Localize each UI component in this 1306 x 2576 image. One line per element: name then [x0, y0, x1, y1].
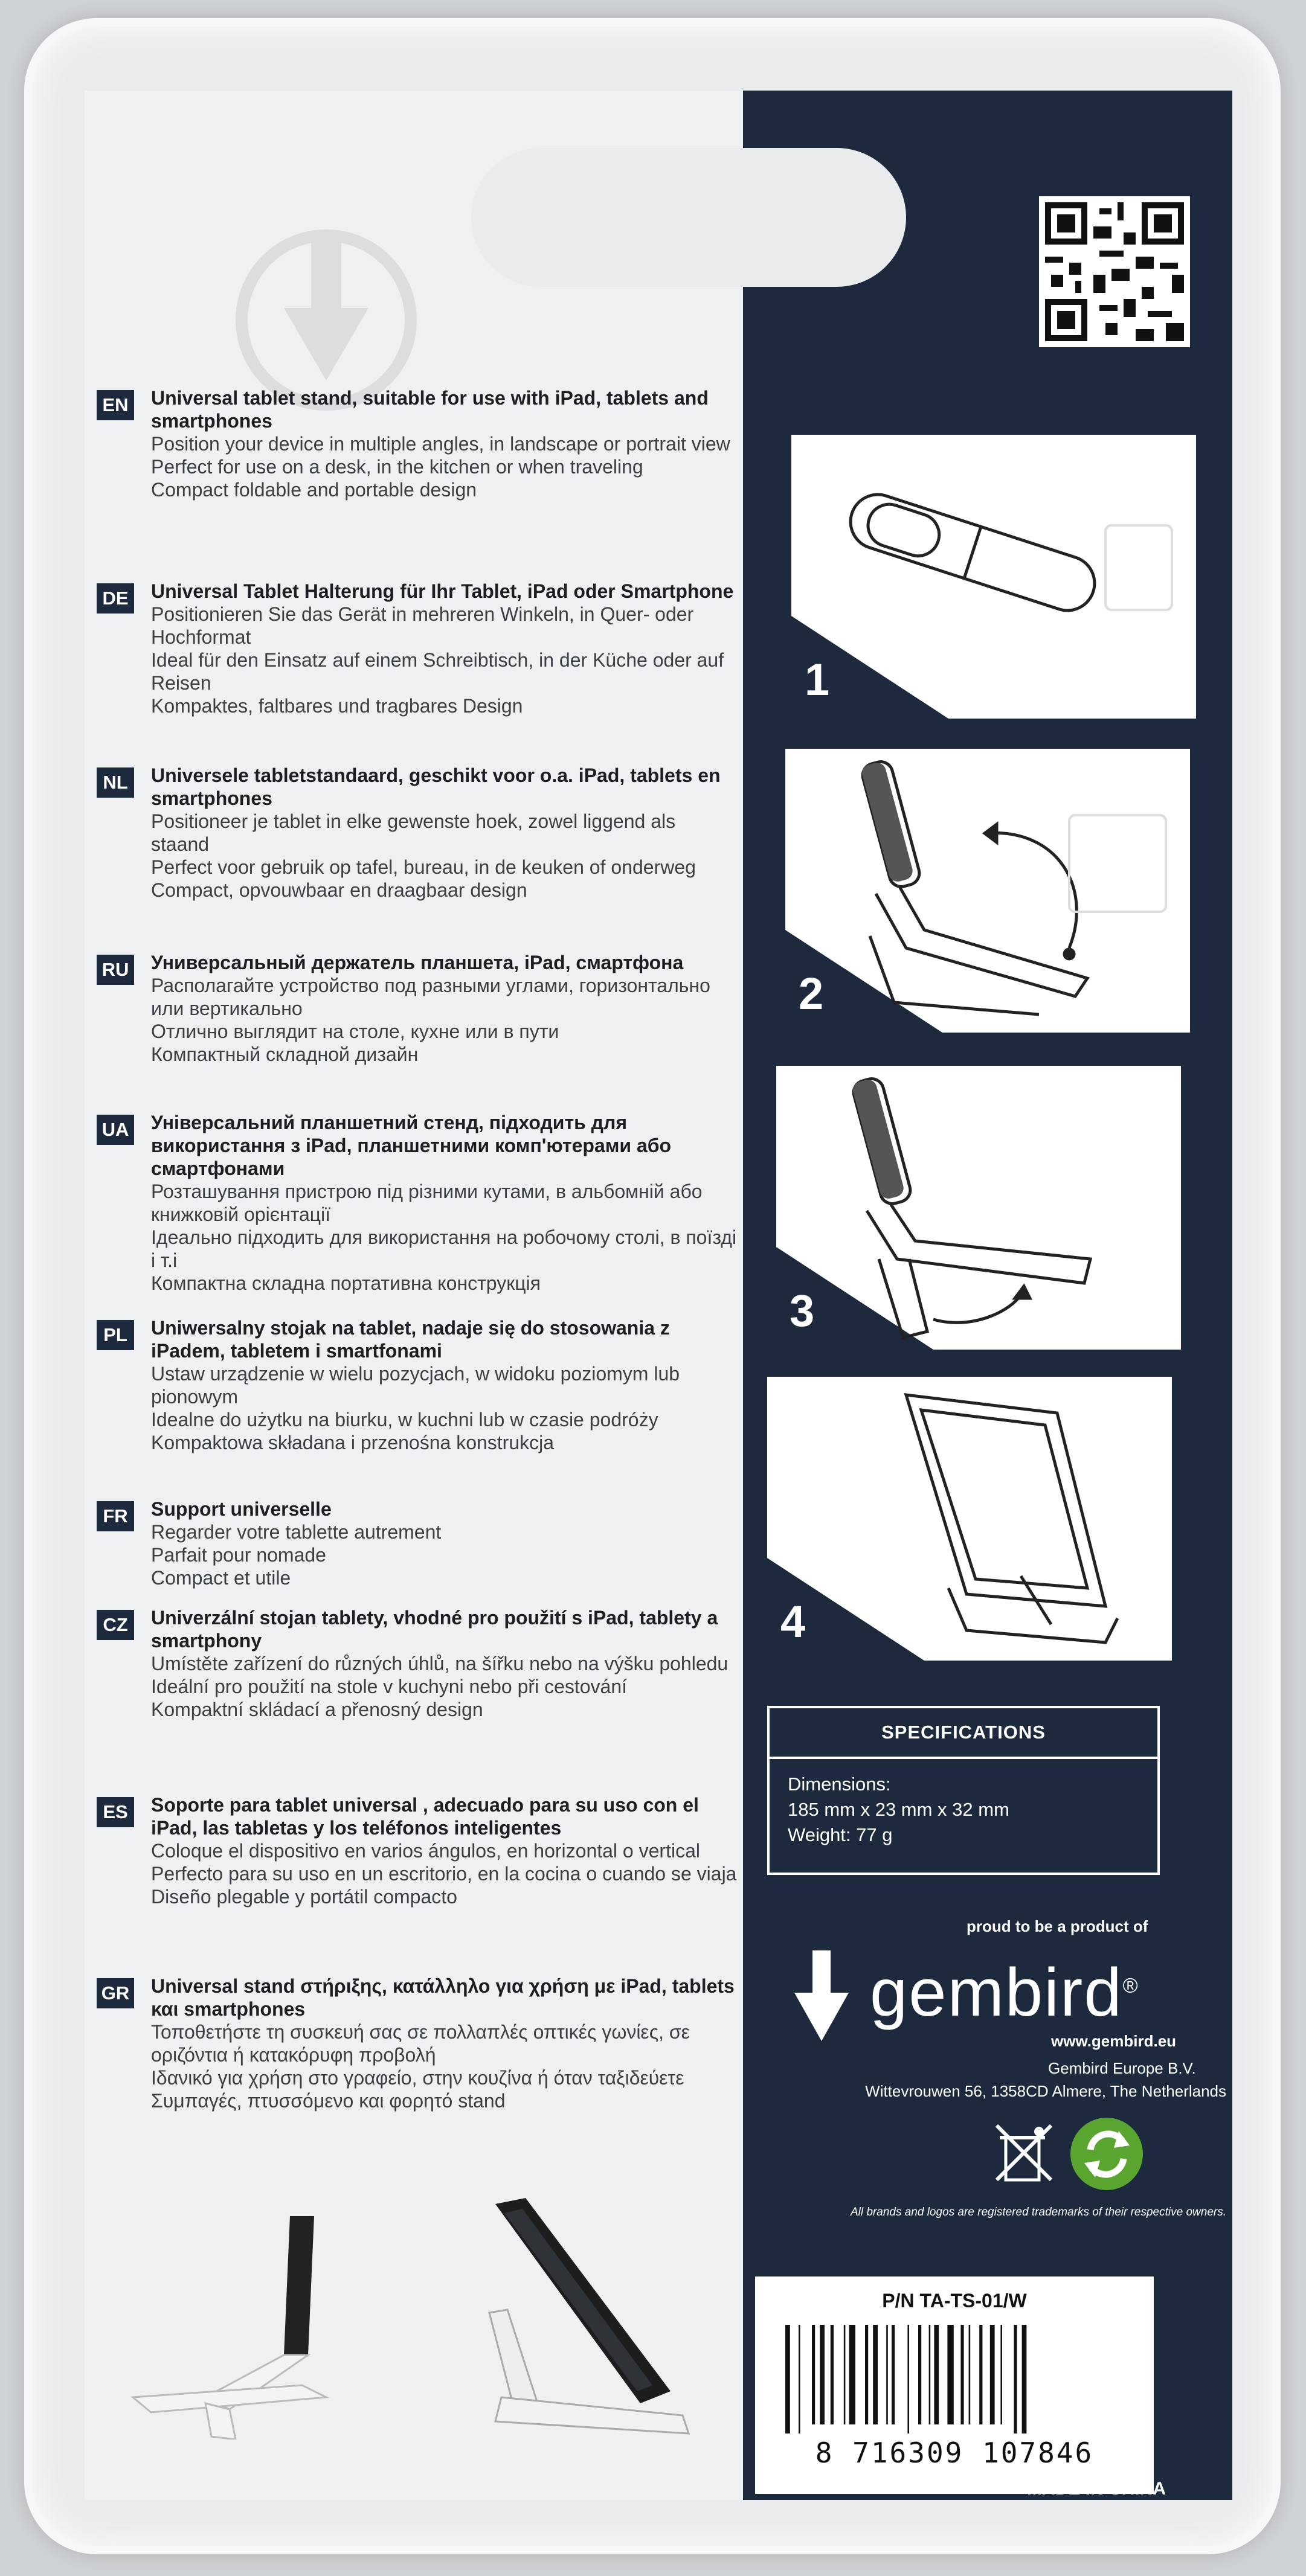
- language-block-fr: [97, 1498, 737, 1589]
- language-text: [151, 580, 737, 717]
- barcode-bar: [934, 2325, 939, 2424]
- language-line: Umístěte zařízení do různých úhlů, na šířku nebo na výšku pohledu: [151, 1653, 729, 1674]
- language-line: Parfait pour nomade: [151, 1544, 326, 1566]
- language-block-en: [97, 386, 737, 501]
- barcode-bar: [785, 2325, 790, 2433]
- barcode-bar: [799, 2325, 800, 2433]
- barcode-bar: [918, 2325, 921, 2424]
- barcode-bar: [1014, 2325, 1017, 2433]
- step-4-panel: [767, 1377, 1172, 1661]
- language-block-nl: [97, 764, 737, 902]
- barcode-label: [755, 2276, 1154, 2494]
- language-line: Τοποθετήστε τη συσκευή σας σε πολλαπλές οπτικές γωνίες, σε οριζόντια ή κατακόρυφη προβολή: [151, 2021, 690, 2066]
- tablet-on-stand-illustration: [767, 1377, 1172, 1661]
- language-code-badge: DE: [97, 583, 134, 614]
- spec-line: 185 mm x 23 mm x 32 mm: [788, 1799, 1009, 1820]
- step-3-panel: [776, 1066, 1181, 1350]
- language-line: Ideální pro použití na stole v kuchyni nebo při cestování: [151, 1676, 628, 1697]
- barcode-bar: [865, 2325, 868, 2424]
- company-address: Wittevrouwen 56, 1358CD Almere, The Netherlands: [865, 2082, 1226, 2100]
- step-number: 3: [790, 1286, 815, 1336]
- brand-url: www.gembird.eu: [1051, 2032, 1177, 2050]
- language-line: Compact foldable and portable design: [151, 479, 477, 501]
- language-text: [151, 1975, 737, 2112]
- barcode-bar: [907, 2325, 909, 2433]
- recycle-icon: [1069, 2116, 1145, 2192]
- language-code-badge: GR: [97, 1978, 134, 2008]
- language-line: Compact, opvouwbaar en draagbaar design: [151, 879, 527, 901]
- made-in-label: MADE IN CHINA: [1027, 2479, 1166, 2499]
- language-line: Idealne do użytku na biurku, w kuchni lub w czasie podróży: [151, 1409, 658, 1431]
- language-block-ru: [97, 951, 737, 1066]
- language-title: Universele tabletstandaard, geschikt voor o.a. iPad, tablets en smartphones: [151, 764, 721, 809]
- language-line: Perfect for use on a desk, in the kitchen or when traveling: [151, 456, 643, 478]
- language-line: Perfecto para su uso en un escritorio, en la cocina o cuando se viaja: [151, 1863, 737, 1885]
- qr-code-icon: [1039, 196, 1190, 347]
- recycle-bin-icon: [991, 2119, 1057, 2186]
- language-text: [151, 1606, 737, 1721]
- language-block-gr: [97, 1975, 737, 2112]
- language-line: Position your device in multiple angles, in landscape or portrait view: [151, 433, 730, 455]
- language-text: [151, 951, 737, 1066]
- language-line: Kompaktní skládací a přenosný design: [151, 1699, 483, 1720]
- language-line: Diseño plegable y portátil compacto: [151, 1886, 457, 1908]
- language-block-pl: [97, 1316, 737, 1454]
- stand-photo-with-tablet: [399, 2192, 713, 2446]
- language-line: Ιδανικό για χρήση στο γραφείο, στην κουζίνα ή όταν ταξιδεύετε: [151, 2067, 684, 2089]
- language-block-ua: [97, 1111, 737, 1295]
- step-number: 4: [780, 1597, 806, 1647]
- trademark-notice: All brands and logos are registered trademarks of their respective owners.: [850, 2206, 1226, 2219]
- barcode-digits: 8 716309 107846: [815, 2437, 1094, 2469]
- folded-stand-illustration: [791, 435, 1196, 719]
- spec-line: Dimensions:: [788, 1773, 891, 1795]
- language-code-badge: NL: [97, 767, 134, 798]
- language-line: Розташування пристрою під різними кутами, в альбомній або книжковій орієнтації: [151, 1181, 703, 1225]
- language-code-badge: EN: [97, 390, 134, 420]
- barcode-bar: [892, 2325, 895, 2424]
- step-number: 2: [799, 969, 824, 1019]
- language-code-badge: UA: [97, 1115, 134, 1145]
- language-code-badge: ES: [97, 1797, 134, 1827]
- language-block-es: [97, 1793, 737, 1908]
- language-line: Kompaktes, faltbares und tragbares Design: [151, 695, 523, 717]
- barcode-bar: [1000, 2325, 1002, 2424]
- language-line: Ідеально підходить для використання на робочому столі, в поїзді і т.і: [151, 1226, 737, 1271]
- language-line: Располагайте устройство под разными углами, горизонтально или вертикально: [151, 975, 710, 1019]
- language-code-badge: PL: [97, 1320, 134, 1350]
- language-block-cz: [97, 1606, 737, 1721]
- language-title: Универсальный держатель планшета, iPad, смартфона: [151, 952, 684, 973]
- barcode-bar: [990, 2325, 995, 2424]
- barcode-bar: [1022, 2325, 1027, 2433]
- barcode-bar: [849, 2325, 855, 2424]
- language-code-badge: RU: [97, 955, 134, 985]
- language-line: Coloque el dispositivo en varios ángulos, en horizontal o vertical: [151, 1840, 700, 1862]
- unfolding-stand-illustration: [785, 749, 1190, 1033]
- barcode-bar: [947, 2325, 953, 2424]
- barcode-bar: [820, 2325, 825, 2424]
- step-1-panel: [791, 435, 1196, 719]
- part-number: P/N TA-TS-01/W: [882, 2290, 1027, 2312]
- registered-mark: ®: [1122, 1974, 1139, 1998]
- language-line: Kompaktowa składana i przenośna konstrukcja: [151, 1432, 555, 1453]
- barcode-bar: [929, 2325, 931, 2424]
- language-title: Universal tablet stand, suitable for use with iPad, tablets and smartphones: [151, 387, 709, 432]
- language-line: Компактна складна портативна конструкція: [151, 1272, 541, 1294]
- language-title: Soporte para tablet universal , adecuado para su uso con el iPad, las tabletas y los teléfonos inteligentes: [151, 1794, 699, 1839]
- barcode-bar: [873, 2325, 878, 2424]
- specifications-box: [767, 1706, 1160, 1875]
- barcode-bar: [969, 2325, 971, 2424]
- language-title: Uniwersalny stojak na tablet, nadaje się do stosowania z iPadem, tabletem i smartfonami: [151, 1317, 670, 1362]
- language-line: Συμπαγές, πτυσσόμενο και φορητό stand: [151, 2090, 506, 2112]
- proud-text: proud to be a product of: [967, 1917, 1148, 1935]
- opening-stand-illustration: [776, 1066, 1181, 1350]
- language-title: Univerzální stojan tablety, vhodné pro použití s iPad, tablety a smartphony: [151, 1607, 718, 1652]
- language-text: [151, 764, 737, 902]
- language-line: Perfect voor gebruik op tafel, bureau, in de keuken of onderweg: [151, 856, 696, 878]
- packaging-card: [85, 91, 1232, 2500]
- language-title: Universal Tablet Halterung für Ihr Tablet, iPad oder Smartphone: [151, 580, 734, 602]
- language-text: [151, 1498, 737, 1589]
- language-text: [151, 386, 737, 501]
- specifications-list: [788, 1772, 1009, 1848]
- language-line: Ideal für den Einsatz auf einem Schreibtisch, in der Küche oder auf Reisen: [151, 649, 724, 694]
- language-line: Regarder votre tablette autrement: [151, 1521, 442, 1543]
- stand-photo-white: [109, 2198, 381, 2440]
- barcode-bar: [960, 2325, 963, 2424]
- barcode-bar: [979, 2325, 982, 2424]
- language-title: Support universelle: [151, 1498, 332, 1520]
- language-text: [151, 1111, 737, 1295]
- language-title: Універсальний планшетний стенд, підходить для використання з iPad, планшетними комп'ютерами або смартфонами: [151, 1112, 672, 1179]
- barcode-bar: [812, 2325, 815, 2424]
- barcode-bar: [831, 2325, 834, 2424]
- barcode-bar: [844, 2325, 846, 2424]
- language-text: [151, 1793, 737, 1908]
- hang-hole: [471, 148, 906, 287]
- barcode-bars: [785, 2325, 1124, 2433]
- language-line: Компактный складной дизайн: [151, 1043, 419, 1065]
- step-number: 1: [805, 655, 830, 705]
- brand-name: gembird: [870, 1955, 1123, 2030]
- language-line: Positioneer je tablet in elke gewenste hoek, zowel liggend als staand: [151, 810, 676, 855]
- language-block-de: [97, 580, 737, 717]
- language-title: Universal stand στήριξης, κατάλληλο για χρήση με iPad, tablets και smartphones: [151, 1975, 735, 2020]
- spec-line: Weight: 77 g: [788, 1824, 893, 1845]
- language-code-badge: CZ: [97, 1610, 134, 1640]
- language-line: Positionieren Sie das Gerät in mehreren Winkeln, in Quer- oder Hochformat: [151, 603, 694, 648]
- language-code-badge: FR: [97, 1501, 134, 1531]
- language-text: [151, 1316, 737, 1454]
- down-arrow-icon: [794, 1950, 849, 2041]
- language-line: Compact et utile: [151, 1567, 291, 1589]
- company-name: Gembird Europe B.V.: [1048, 2059, 1196, 2077]
- language-line: Ustaw urządzenie w wielu pozycjach, w widoku poziomym lub pionowym: [151, 1363, 680, 1408]
- brand-logo: [870, 1953, 1139, 2031]
- specifications-heading: SPECIFICATIONS: [770, 1708, 1157, 1759]
- barcode-bar: [886, 2325, 888, 2424]
- language-line: Отлично выглядит на столе, кухне или в пути: [151, 1020, 559, 1042]
- step-2-panel: [785, 749, 1190, 1033]
